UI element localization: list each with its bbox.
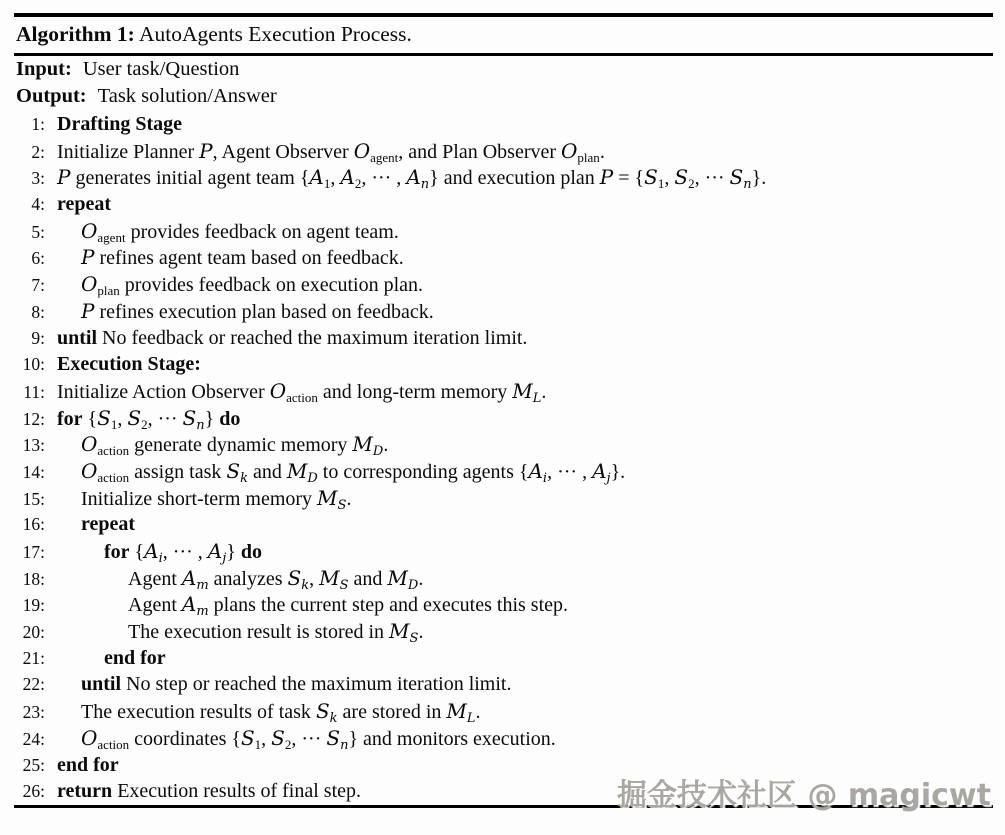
line-number: 20: xyxy=(22,622,45,643)
algorithm-line xyxy=(14,645,993,672)
algorithm-line xyxy=(14,591,993,618)
line-content: for {$A_i$, ··· , $A_j$} do xyxy=(104,539,262,566)
algorithm-lines xyxy=(14,110,993,805)
algorithm-figure xyxy=(14,13,993,808)
line-content: $O_{agent}$ provides feedback on agent team. xyxy=(81,218,399,245)
algorithm-line xyxy=(14,538,993,565)
line-number: 5: xyxy=(31,221,45,242)
algorithm-line xyxy=(14,218,993,245)
algorithm-line xyxy=(14,164,993,191)
line-number: 18: xyxy=(22,568,45,589)
line-number: 26: xyxy=(22,781,45,802)
line-number: 21: xyxy=(22,647,45,668)
line-content: P refines agent team based on feedback. xyxy=(81,245,404,270)
line-number: 17: xyxy=(22,542,45,562)
input-label: Input: xyxy=(16,58,72,80)
line-content: Drafting Stage xyxy=(57,113,182,135)
line-content: until No step or reached the maximum iteration limit. xyxy=(81,673,512,696)
algorithm-line xyxy=(14,458,993,485)
line-number: 19: xyxy=(22,595,45,616)
line-content: until No feedback or reached the maximum iteration limit. xyxy=(57,326,528,349)
line-number: 25: xyxy=(22,754,45,775)
algorithm-header xyxy=(14,17,993,53)
line-number: 15: xyxy=(22,488,45,509)
algorithm-line xyxy=(14,244,993,271)
line-number: 14: xyxy=(22,461,45,482)
line-content: end for xyxy=(57,753,119,776)
input-text: User task/Question xyxy=(82,58,240,80)
line-content: Initialize Action Observer $O_{action}$ and long-term memory $M_L$. xyxy=(57,378,547,406)
algorithm-line xyxy=(14,725,993,752)
line-number: 23: xyxy=(22,702,45,723)
algorithm-line xyxy=(14,325,993,352)
line-content: return Execution results of final step. xyxy=(57,780,362,803)
line-number: 1: xyxy=(31,114,45,134)
line-content: Agent $A_m$ plans the current step and executes this step. xyxy=(128,592,569,620)
line-number: 9: xyxy=(31,327,45,348)
line-content: $O_{plan}$ provides feedback on execution plan. xyxy=(81,272,424,299)
line-content: repeat xyxy=(81,513,136,536)
line-content: Initialize Planner P, Agent Observer $O_{agent}$, and Plan Observer $O_{plan}$. xyxy=(57,138,605,165)
line-number: 11: xyxy=(23,381,45,402)
algorithm-line xyxy=(14,351,993,378)
line-number: 7: xyxy=(31,275,45,296)
line-number: 13: xyxy=(22,435,45,456)
line-number: 8: xyxy=(31,301,45,322)
line-content: P refines execution plan based on feedback. xyxy=(81,298,434,323)
algorithm-line xyxy=(14,565,993,592)
algorithm-line xyxy=(14,698,993,725)
line-number: 24: xyxy=(22,728,45,749)
line-number: 12: xyxy=(22,408,45,429)
line-content: repeat xyxy=(57,193,112,216)
line-number: 10: xyxy=(22,354,45,375)
line-content: Execution Stage: xyxy=(57,353,201,376)
algorithm-line xyxy=(14,431,993,458)
line-number: 22: xyxy=(22,674,45,695)
line-content: $O_{action}$ assign task $S_k$ and $M_D$ to corresponding agents {$A_i$, ··· , $A_j$}. xyxy=(81,458,626,486)
output-label: Output: xyxy=(16,85,87,107)
input-line xyxy=(14,56,993,83)
line-content: The execution results of task $S_k$ are stored in $M_L$. xyxy=(81,699,481,727)
algorithm-line xyxy=(14,298,993,325)
line-content: Agent $A_m$ analyzes $S_k$, $M_S$ and $M_D$. xyxy=(128,565,424,593)
line-number: 3: xyxy=(31,168,45,189)
algorithm-line xyxy=(14,671,993,698)
algorithm-label: Algorithm 1: xyxy=(16,22,135,46)
line-content: end for xyxy=(104,646,166,669)
line-content: $O_{action}$ coordinates {$S_1$, $S_2$, ··· $S_n$} and monitors execution. xyxy=(81,725,556,753)
line-content: for {$S_1$, $S_2$, ··· $S_n$} do xyxy=(57,405,241,433)
algorithm-title: AutoAgents Execution Process. xyxy=(134,22,412,46)
line-number: 4: xyxy=(31,194,45,215)
line-number: 2: xyxy=(31,141,45,162)
line-content: $O_{action}$ generate dynamic memory $M_D$. xyxy=(81,432,389,460)
output-text: Task solution/Answer xyxy=(97,85,277,107)
output-line xyxy=(14,83,993,110)
line-content: The execution result is stored in $M_S$. xyxy=(128,619,424,647)
line-number: 16: xyxy=(22,514,45,535)
line-content: Initialize short-term memory $M_S$. xyxy=(81,485,352,513)
line-number: 6: xyxy=(31,248,45,269)
algorithm-line xyxy=(14,378,993,405)
algorithm-line xyxy=(14,138,993,165)
algorithm-line xyxy=(14,271,993,298)
watermark: 掘金技术社区 @ magicwt xyxy=(617,778,991,813)
algorithm-line xyxy=(14,111,993,138)
line-content: P generates initial agent team {$A_1$, $A_2$, ··· , $A_n$} and execution plan $P = \{S_1$, $S_2$, ··· $S_n$}. xyxy=(57,165,767,193)
